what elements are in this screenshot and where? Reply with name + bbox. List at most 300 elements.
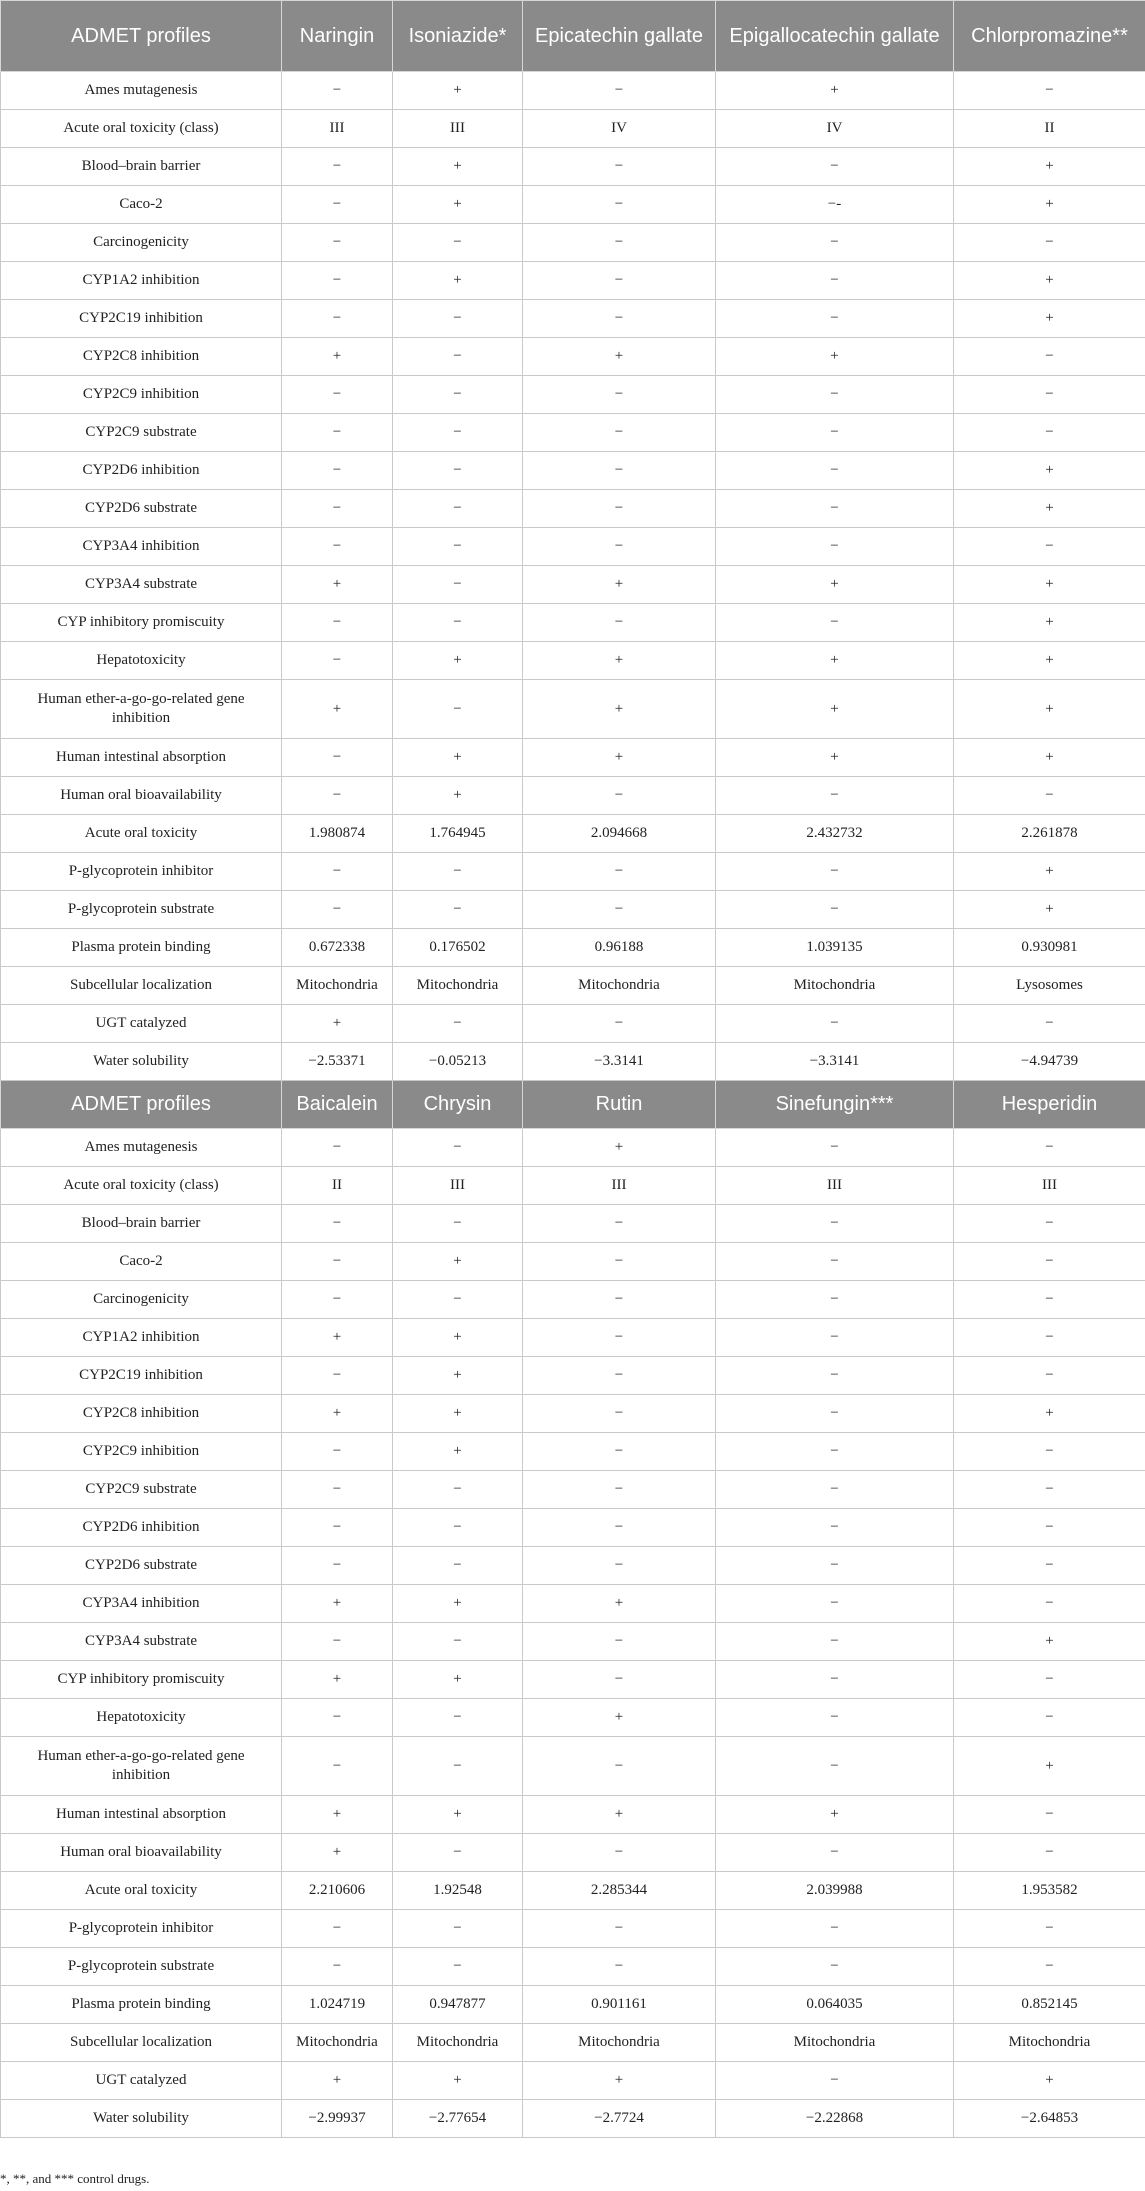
value-cell: + [282, 1005, 393, 1043]
value-cell: 2.261878 [954, 815, 1145, 853]
profile-name-cell: P-glycoprotein substrate [1, 891, 282, 929]
value-cell: − [393, 853, 523, 891]
value-cell: + [282, 338, 393, 376]
value-cell: − [282, 1471, 393, 1509]
profile-name-cell: Blood–brain barrier [1, 1205, 282, 1243]
value-cell: − [954, 1129, 1145, 1167]
value-cell: − [282, 1623, 393, 1661]
value-cell: − [282, 604, 393, 642]
value-cell: + [954, 566, 1145, 604]
value-cell: − [523, 148, 716, 186]
profile-name-cell: CYP2C9 substrate [1, 1471, 282, 1509]
value-cell: + [954, 2062, 1145, 2100]
value-cell: − [393, 1005, 523, 1043]
value-cell: − [716, 1357, 954, 1395]
value-cell: −2.22868 [716, 2100, 954, 2138]
value-cell: − [954, 338, 1145, 376]
profile-name-cell: CYP3A4 inhibition [1, 1585, 282, 1623]
value-cell: − [282, 1281, 393, 1319]
value-cell: − [954, 1910, 1145, 1948]
value-cell: − [393, 1471, 523, 1509]
value-cell: − [393, 338, 523, 376]
table-row [1, 1986, 1145, 2024]
profile-name-cell: CYP2C19 inhibition [1, 300, 282, 338]
value-cell: − [954, 1005, 1145, 1043]
table-row [1, 1796, 1145, 1834]
value-cell: − [282, 1910, 393, 1948]
value-cell: − [716, 224, 954, 262]
value-cell: Mitochondria [523, 967, 716, 1005]
profile-name-cell: Acute oral toxicity (class) [1, 110, 282, 148]
value-cell: 0.930981 [954, 929, 1145, 967]
value-cell: − [716, 1433, 954, 1471]
value-cell: + [716, 72, 954, 110]
value-cell: − [523, 376, 716, 414]
table-footnote: *, **, and *** control drugs. [0, 2171, 150, 2186]
value-cell: − [716, 1910, 954, 1948]
table-row [1, 1281, 1145, 1319]
value-cell: − [282, 72, 393, 110]
header-cell-compound: Epicatechin gallate [523, 1, 716, 72]
value-cell: − [716, 1243, 954, 1281]
value-cell: + [393, 1433, 523, 1471]
value-cell: + [954, 739, 1145, 777]
table-row [1, 224, 1145, 262]
value-cell: + [716, 1796, 954, 1834]
value-cell: − [523, 1433, 716, 1471]
value-cell: − [393, 224, 523, 262]
profile-name-cell: Acute oral toxicity [1, 815, 282, 853]
value-cell: 1.980874 [282, 815, 393, 853]
value-cell: Lysosomes [954, 967, 1145, 1005]
table-row [1, 1623, 1145, 1661]
header-cell-compound: Hesperidin [954, 1081, 1145, 1129]
value-cell: − [523, 186, 716, 224]
value-cell: − [282, 414, 393, 452]
value-cell: −4.94739 [954, 1043, 1145, 1081]
value-cell: − [523, 1281, 716, 1319]
profile-name-cell: Hepatotoxicity [1, 642, 282, 680]
value-cell: 0.901161 [523, 1986, 716, 2024]
value-cell: + [954, 490, 1145, 528]
value-cell: − [523, 224, 716, 262]
value-cell: − [282, 642, 393, 680]
value-cell: − [282, 186, 393, 224]
profile-name-cell: UGT catalyzed [1, 1005, 282, 1043]
value-cell: Mitochondria [716, 2024, 954, 2062]
table-row [1, 72, 1145, 110]
value-cell: − [282, 1129, 393, 1167]
value-cell: + [282, 1661, 393, 1699]
profile-name-cell: Water solubility [1, 1043, 282, 1081]
profile-name-cell: CYP2C8 inhibition [1, 338, 282, 376]
value-cell: III [393, 1167, 523, 1205]
value-cell: + [954, 262, 1145, 300]
value-cell: −2.53371 [282, 1043, 393, 1081]
value-cell: − [954, 1319, 1145, 1357]
header-cell-compound: Chlorpromazine** [954, 1, 1145, 72]
value-cell: − [954, 1205, 1145, 1243]
value-cell: − [716, 891, 954, 929]
value-cell: + [954, 680, 1145, 739]
profile-name-cell: UGT catalyzed [1, 2062, 282, 2100]
value-cell: III [282, 110, 393, 148]
table-row [1, 338, 1145, 376]
profile-name-cell: P-glycoprotein substrate [1, 1948, 282, 1986]
value-cell: − [523, 604, 716, 642]
value-cell: − [523, 1471, 716, 1509]
value-cell: − [393, 680, 523, 739]
value-cell: + [716, 680, 954, 739]
value-cell: − [954, 777, 1145, 815]
header-cell-compound: Isoniazide* [393, 1, 523, 72]
value-cell: − [282, 777, 393, 815]
value-cell: + [716, 642, 954, 680]
value-cell: + [393, 1796, 523, 1834]
value-cell: − [523, 452, 716, 490]
table-row [1, 300, 1145, 338]
table-header-row [1, 1081, 1145, 1129]
value-cell: + [393, 186, 523, 224]
table-row [1, 452, 1145, 490]
profile-name-cell: Caco-2 [1, 1243, 282, 1281]
value-cell: + [523, 1585, 716, 1623]
value-cell: − [282, 490, 393, 528]
value-cell: − [282, 1699, 393, 1737]
value-cell: 2.285344 [523, 1872, 716, 1910]
profile-name-cell: CYP3A4 substrate [1, 1623, 282, 1661]
value-cell: − [523, 1910, 716, 1948]
value-cell: + [954, 452, 1145, 490]
value-cell: + [393, 1585, 523, 1623]
value-cell: − [282, 853, 393, 891]
value-cell: − [954, 1357, 1145, 1395]
profile-name-cell: Ames mutagenesis [1, 1129, 282, 1167]
table-row [1, 186, 1145, 224]
value-cell: − [393, 1547, 523, 1585]
value-cell: − [954, 414, 1145, 452]
value-cell: − [716, 1471, 954, 1509]
table-row [1, 414, 1145, 452]
table-row [1, 110, 1145, 148]
table-row [1, 1910, 1145, 1948]
table-row [1, 929, 1145, 967]
value-cell: − [523, 528, 716, 566]
value-cell: + [393, 262, 523, 300]
value-cell: −2.7724 [523, 2100, 716, 2138]
value-cell: − [954, 72, 1145, 110]
value-cell: − [716, 1395, 954, 1433]
value-cell: − [716, 1948, 954, 1986]
header-cell-compound: Sinefungin*** [716, 1081, 954, 1129]
value-cell: − [393, 1737, 523, 1796]
value-cell: − [393, 1205, 523, 1243]
value-cell: − [393, 300, 523, 338]
value-cell: − [954, 528, 1145, 566]
table-row [1, 1005, 1145, 1043]
value-cell: + [523, 338, 716, 376]
profile-name-cell: Plasma protein binding [1, 1986, 282, 2024]
value-cell: − [393, 1910, 523, 1948]
value-cell: −3.3141 [523, 1043, 716, 1081]
value-cell: III [954, 1167, 1145, 1205]
value-cell: 2.210606 [282, 1872, 393, 1910]
table-row [1, 1471, 1145, 1509]
value-cell: − [393, 1834, 523, 1872]
value-cell: + [282, 1395, 393, 1433]
value-cell: III [523, 1167, 716, 1205]
profile-name-cell: Carcinogenicity [1, 224, 282, 262]
value-cell: − [393, 1509, 523, 1547]
value-cell: + [954, 1737, 1145, 1796]
value-cell: − [716, 528, 954, 566]
value-cell: Mitochondria [393, 967, 523, 1005]
value-cell: − [393, 1623, 523, 1661]
value-cell: − [523, 1243, 716, 1281]
value-cell: − [282, 1948, 393, 1986]
value-cell: − [716, 1005, 954, 1043]
value-cell: Mitochondria [282, 2024, 393, 2062]
profile-name-cell: Carcinogenicity [1, 1281, 282, 1319]
value-cell: IV [523, 110, 716, 148]
table-row [1, 1509, 1145, 1547]
value-cell: − [523, 1948, 716, 1986]
value-cell: + [716, 338, 954, 376]
value-cell: − [393, 1948, 523, 1986]
value-cell: − [523, 1547, 716, 1585]
value-cell: − [393, 1129, 523, 1167]
value-cell: 2.094668 [523, 815, 716, 853]
value-cell: − [716, 2062, 954, 2100]
value-cell: + [393, 777, 523, 815]
value-cell: − [393, 452, 523, 490]
value-cell: + [523, 1129, 716, 1167]
table-row [1, 1357, 1145, 1395]
value-cell: Mitochondria [393, 2024, 523, 2062]
profile-name-cell: CYP2C9 substrate [1, 414, 282, 452]
value-cell: − [523, 1357, 716, 1395]
value-cell: − [716, 1281, 954, 1319]
value-cell: − [716, 1699, 954, 1737]
profile-name-cell: Human intestinal absorption [1, 1796, 282, 1834]
profile-name-cell: Plasma protein binding [1, 929, 282, 967]
value-cell: + [523, 1699, 716, 1737]
value-cell: − [393, 490, 523, 528]
value-cell: − [716, 1509, 954, 1547]
value-cell: − [282, 1547, 393, 1585]
table-row [1, 1547, 1145, 1585]
value-cell: + [393, 1357, 523, 1395]
value-cell: − [716, 1737, 954, 1796]
value-cell: 1.039135 [716, 929, 954, 967]
value-cell: + [282, 680, 393, 739]
value-cell: + [954, 891, 1145, 929]
value-cell: − [954, 1834, 1145, 1872]
profile-name-cell: CYP2C8 inhibition [1, 1395, 282, 1433]
value-cell: + [523, 642, 716, 680]
profile-name-cell: CYP2D6 substrate [1, 1547, 282, 1585]
value-cell: + [393, 1661, 523, 1699]
profile-name-cell: CYP2D6 inhibition [1, 1509, 282, 1547]
value-cell: − [523, 262, 716, 300]
value-cell: − [716, 1319, 954, 1357]
value-cell: − [282, 1433, 393, 1471]
table-row [1, 739, 1145, 777]
value-cell: + [393, 642, 523, 680]
value-cell: 2.039988 [716, 1872, 954, 1910]
value-cell: − [954, 1243, 1145, 1281]
profile-name-cell: CYP2D6 substrate [1, 490, 282, 528]
value-cell: − [523, 777, 716, 815]
table-row [1, 967, 1145, 1005]
value-cell: − [393, 891, 523, 929]
table-row [1, 2062, 1145, 2100]
table-row [1, 1737, 1145, 1796]
value-cell: − [282, 224, 393, 262]
value-cell: + [393, 1243, 523, 1281]
table-row [1, 1129, 1145, 1167]
value-cell: + [393, 148, 523, 186]
profile-name-cell: Blood–brain barrier [1, 148, 282, 186]
table-row [1, 2100, 1145, 2138]
value-cell: + [282, 566, 393, 604]
value-cell: − [716, 604, 954, 642]
value-cell: 0.064035 [716, 1986, 954, 2024]
profile-name-cell: CYP2C19 inhibition [1, 1357, 282, 1395]
value-cell: + [282, 2062, 393, 2100]
value-cell: + [523, 680, 716, 739]
profile-name-cell: Subcellular localization [1, 967, 282, 1005]
value-cell: 1.764945 [393, 815, 523, 853]
value-cell: − [523, 1395, 716, 1433]
value-cell: + [716, 566, 954, 604]
header-cell-profiles: ADMET profiles [1, 1, 282, 72]
value-cell: + [523, 566, 716, 604]
value-cell: − [523, 1834, 716, 1872]
value-cell: + [954, 853, 1145, 891]
value-cell: − [393, 604, 523, 642]
value-cell: − [282, 1737, 393, 1796]
value-cell: − [523, 1661, 716, 1699]
header-cell-compound: Chrysin [393, 1081, 523, 1129]
value-cell: − [393, 528, 523, 566]
value-cell: + [954, 1623, 1145, 1661]
value-cell: + [954, 186, 1145, 224]
value-cell: + [393, 1395, 523, 1433]
value-cell: − [954, 1948, 1145, 1986]
value-cell: − [954, 1471, 1145, 1509]
value-cell: − [523, 72, 716, 110]
value-cell: − [282, 891, 393, 929]
value-cell: 2.432732 [716, 815, 954, 853]
value-cell: − [282, 1205, 393, 1243]
table-row [1, 1167, 1145, 1205]
value-cell: + [393, 72, 523, 110]
value-cell: II [282, 1167, 393, 1205]
value-cell: + [716, 739, 954, 777]
value-cell: + [282, 1319, 393, 1357]
value-cell: + [282, 1834, 393, 1872]
header-cell-compound: Rutin [523, 1081, 716, 1129]
profile-name-cell: Human oral bioavailability [1, 777, 282, 815]
header-cell-compound: Epigallocatechin gallate [716, 1, 954, 72]
value-cell: Mitochondria [954, 2024, 1145, 2062]
table-header-row [1, 1, 1145, 72]
value-cell: − [716, 777, 954, 815]
profile-name-cell: CYP3A4 inhibition [1, 528, 282, 566]
value-cell: −2.99937 [282, 2100, 393, 2138]
value-cell: + [954, 148, 1145, 186]
profile-name-cell: Acute oral toxicity [1, 1872, 282, 1910]
value-cell: II [954, 110, 1145, 148]
profile-name-cell: Ames mutagenesis [1, 72, 282, 110]
value-cell: − [523, 1005, 716, 1043]
table-row [1, 1433, 1145, 1471]
value-cell: − [716, 148, 954, 186]
profile-name-cell: CYP inhibitory promiscuity [1, 1661, 282, 1699]
table-row [1, 1205, 1145, 1243]
header-cell-compound: Baicalein [282, 1081, 393, 1129]
profile-name-cell: Caco-2 [1, 186, 282, 224]
value-cell: 1.92548 [393, 1872, 523, 1910]
value-cell: 0.852145 [954, 1986, 1145, 2024]
value-cell: III [393, 110, 523, 148]
value-cell: − [523, 891, 716, 929]
table-row [1, 262, 1145, 300]
table-row [1, 528, 1145, 566]
profile-name-cell: P-glycoprotein inhibitor [1, 1910, 282, 1948]
value-cell: + [523, 1796, 716, 1834]
value-cell: − [282, 1357, 393, 1395]
table-row [1, 490, 1145, 528]
table-row [1, 815, 1145, 853]
value-cell: − [954, 1433, 1145, 1471]
value-cell: 0.176502 [393, 929, 523, 967]
value-cell: − [523, 853, 716, 891]
value-cell: − [523, 1509, 716, 1547]
value-cell: − [282, 300, 393, 338]
table-row [1, 777, 1145, 815]
table-row [1, 1585, 1145, 1623]
value-cell: − [716, 1834, 954, 1872]
value-cell: + [282, 1796, 393, 1834]
table-row [1, 853, 1145, 891]
profile-name-cell: CYP inhibitory promiscuity [1, 604, 282, 642]
profile-name-cell: CYP1A2 inhibition [1, 1319, 282, 1357]
table-row [1, 2024, 1145, 2062]
value-cell: − [716, 1623, 954, 1661]
value-cell: Mitochondria [523, 2024, 716, 2062]
value-cell: − [716, 300, 954, 338]
value-cell: + [954, 1395, 1145, 1433]
profile-name-cell: Water solubility [1, 2100, 282, 2138]
table-row [1, 1319, 1145, 1357]
profile-name-cell: CYP2D6 inhibition [1, 452, 282, 490]
value-cell: − [523, 414, 716, 452]
table-row [1, 891, 1145, 929]
profile-name-cell: Subcellular localization [1, 2024, 282, 2062]
profile-name-cell: CYP2C9 inhibition [1, 1433, 282, 1471]
table-row [1, 148, 1145, 186]
value-cell: − [954, 1699, 1145, 1737]
value-cell: − [716, 1661, 954, 1699]
value-cell: − [716, 490, 954, 528]
admet-table-body [1, 1, 1145, 2138]
value-cell: − [282, 528, 393, 566]
value-cell: − [523, 1205, 716, 1243]
value-cell: + [523, 739, 716, 777]
value-cell: 1.024719 [282, 1986, 393, 2024]
